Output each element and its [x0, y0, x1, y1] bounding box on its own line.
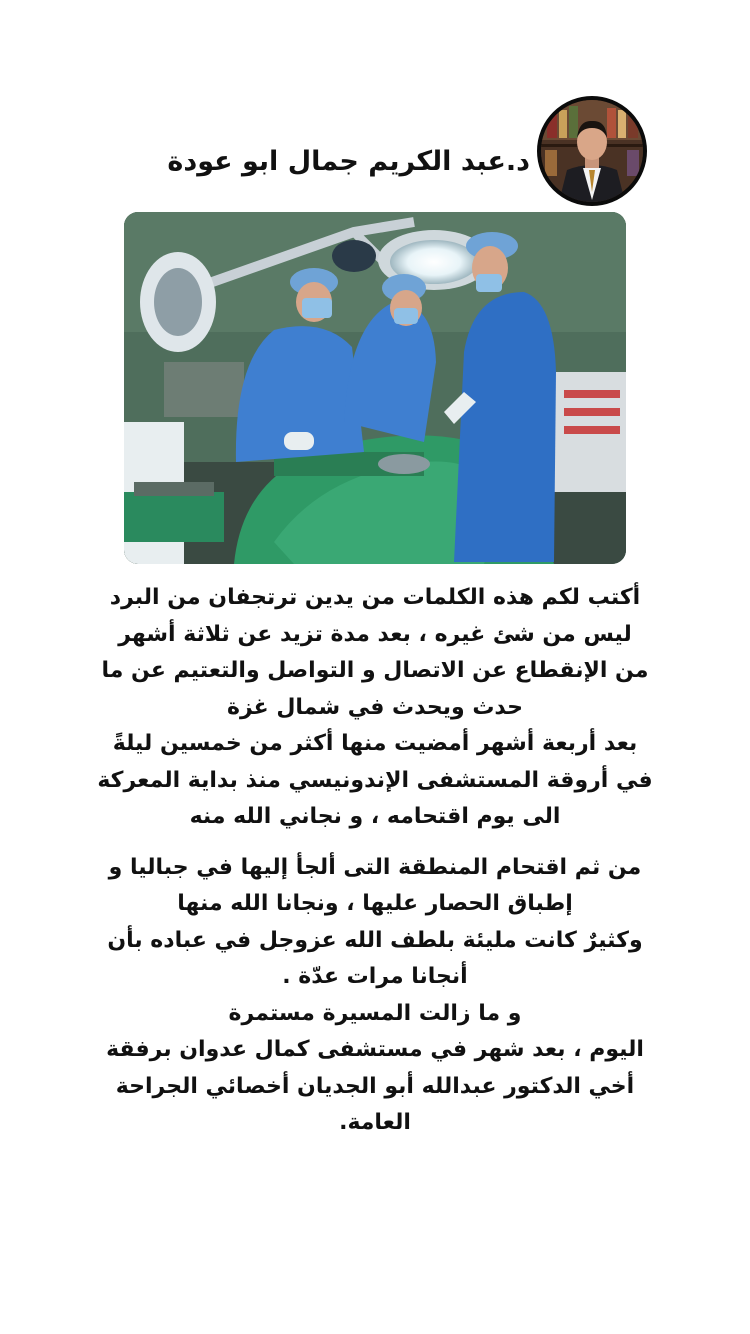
text-line: وكثيرٌ كانت مليئة بلطف الله عزوجل في عباده بأن [107, 927, 643, 953]
post-header [0, 96, 750, 208]
text-line: العامة. [339, 1110, 411, 1135]
surgery-photo-icon [124, 212, 626, 564]
post-text [70, 580, 680, 1142]
text-line: اليوم ، بعد شهر في مستشفى كمال عدوان برفقة [106, 1037, 644, 1062]
text-line: من ثم اقتحام المنطقة التى ألجأ إليها في جباليا و [108, 854, 642, 880]
paragraph-2 [70, 850, 680, 1142]
text-line: إطباق الحصار عليها ، ونجانا الله منها [177, 891, 573, 916]
text-line: ليس من شئ غيره ، بعد مدة تزيد عن ثلاثة أشهر [118, 621, 632, 647]
text-line: حدث ويحدث في شمال غزة [226, 694, 523, 720]
avatar[interactable] [537, 96, 647, 206]
paragraph-spacer [70, 836, 680, 850]
text-line: بعد أربعة أشهر أمضيت منها أكثر من خمسين ليلةً [112, 731, 638, 756]
text-line: أكتب لكم هذه الكلمات من يدين ترتجفان من البرد [109, 585, 641, 610]
author-name[interactable]: د.عبد الكريم جمال ابو عودة [167, 146, 530, 177]
profile-photo-icon [541, 100, 643, 202]
paragraph-1 [70, 580, 680, 836]
text-line: الى يوم اقتحامه ، و نجاني الله منه [189, 804, 561, 829]
text-line: من الإنقطاع عن الاتصال و التواصل والتعتيم عن ما [101, 658, 649, 683]
text-line: أخي الدكتور عبدالله أبو الجديان أخصائي الجراحة [115, 1073, 635, 1099]
text-line: أنجانا مرات عدّة . [282, 964, 468, 989]
text-line: و ما زالت المسيرة مستمرة [228, 1000, 522, 1026]
post-photo[interactable] [124, 212, 626, 564]
text-line: في أروقة المستشفى الإندونيسي منذ بداية المعركة [97, 767, 653, 793]
